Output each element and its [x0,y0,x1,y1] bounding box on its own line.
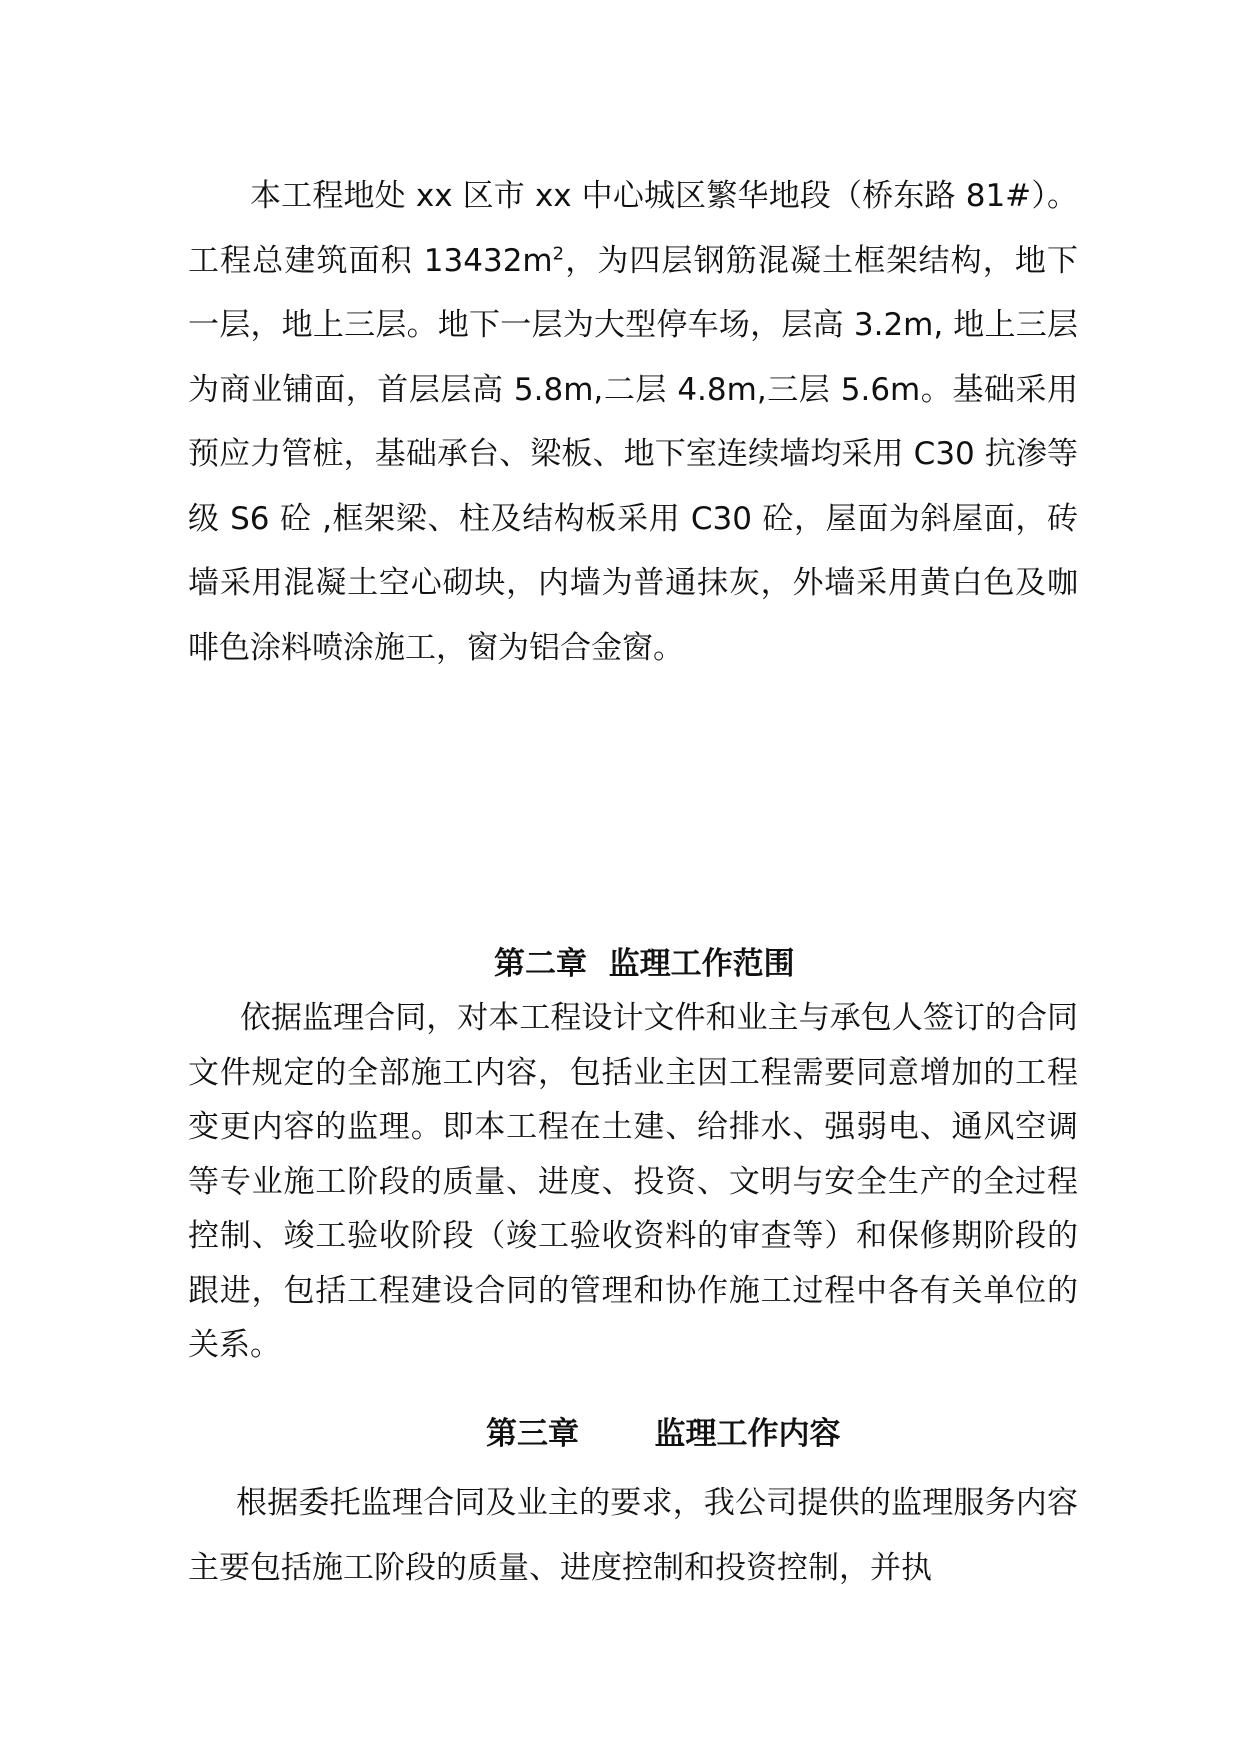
chapter-3-paragraph: 根据委托监理合同及业主的要求，我公司提供的监理服务内容主要包括施工阶段的质量、进度控制和投资控制，并执 [188,1485,1078,1586]
overview-text-part2: ，为四层钢筋混凝土框架结构，地下一层，地上三层。地下一层为大型停车场，层高 3.2m, 地上三层为商业铺面，首层层高 5.8m,二层 4.8m,三层 5.6m。基础采用预应力管桩，基础承台、梁板、地下室连续墙均采用 C30 抗渗等级 S6 砼 ,框架梁、柱及结构板采用 C30 砼，屋面为斜屋面，砖墙采用混凝土空心砌块，内墙为普通抹灰，外墙采用黄白色及咖啡色涂料喷涂施工，窗为铝合金窗。 [188,242,1078,666]
chapter-2-paragraph: 依据监理合同，对本工程设计文件和业主与承包人签订的合同文件规定的全部施工内容，包括业主因工程需要同意增加的工程变更内容的监理。即本工程在土建、给排水、强弱电、通风空调等专业施工阶段的质量、进度、投资、文明与安全生产的全过程控制、竣工验收阶段（竣工验收资料的审查等）和保修期阶段的跟进，包括工程建设合同的管理和协作施工过程中各有关单位的关系。 [188,1000,1078,1363]
overview-text-part1: 本工程地处 xx 区市 xx 中心城区繁华地段（桥东路 81#）。工程总建筑面积 13432m [188,178,1078,279]
project-overview-paragraph [188,164,1078,680]
area-unit-superscript: 2 [552,243,565,265]
chapter-3-heading: 第三章 监理工作内容 [486,1416,841,1452]
chapter-2-heading: 第二章 监理工作范围 [494,946,795,982]
